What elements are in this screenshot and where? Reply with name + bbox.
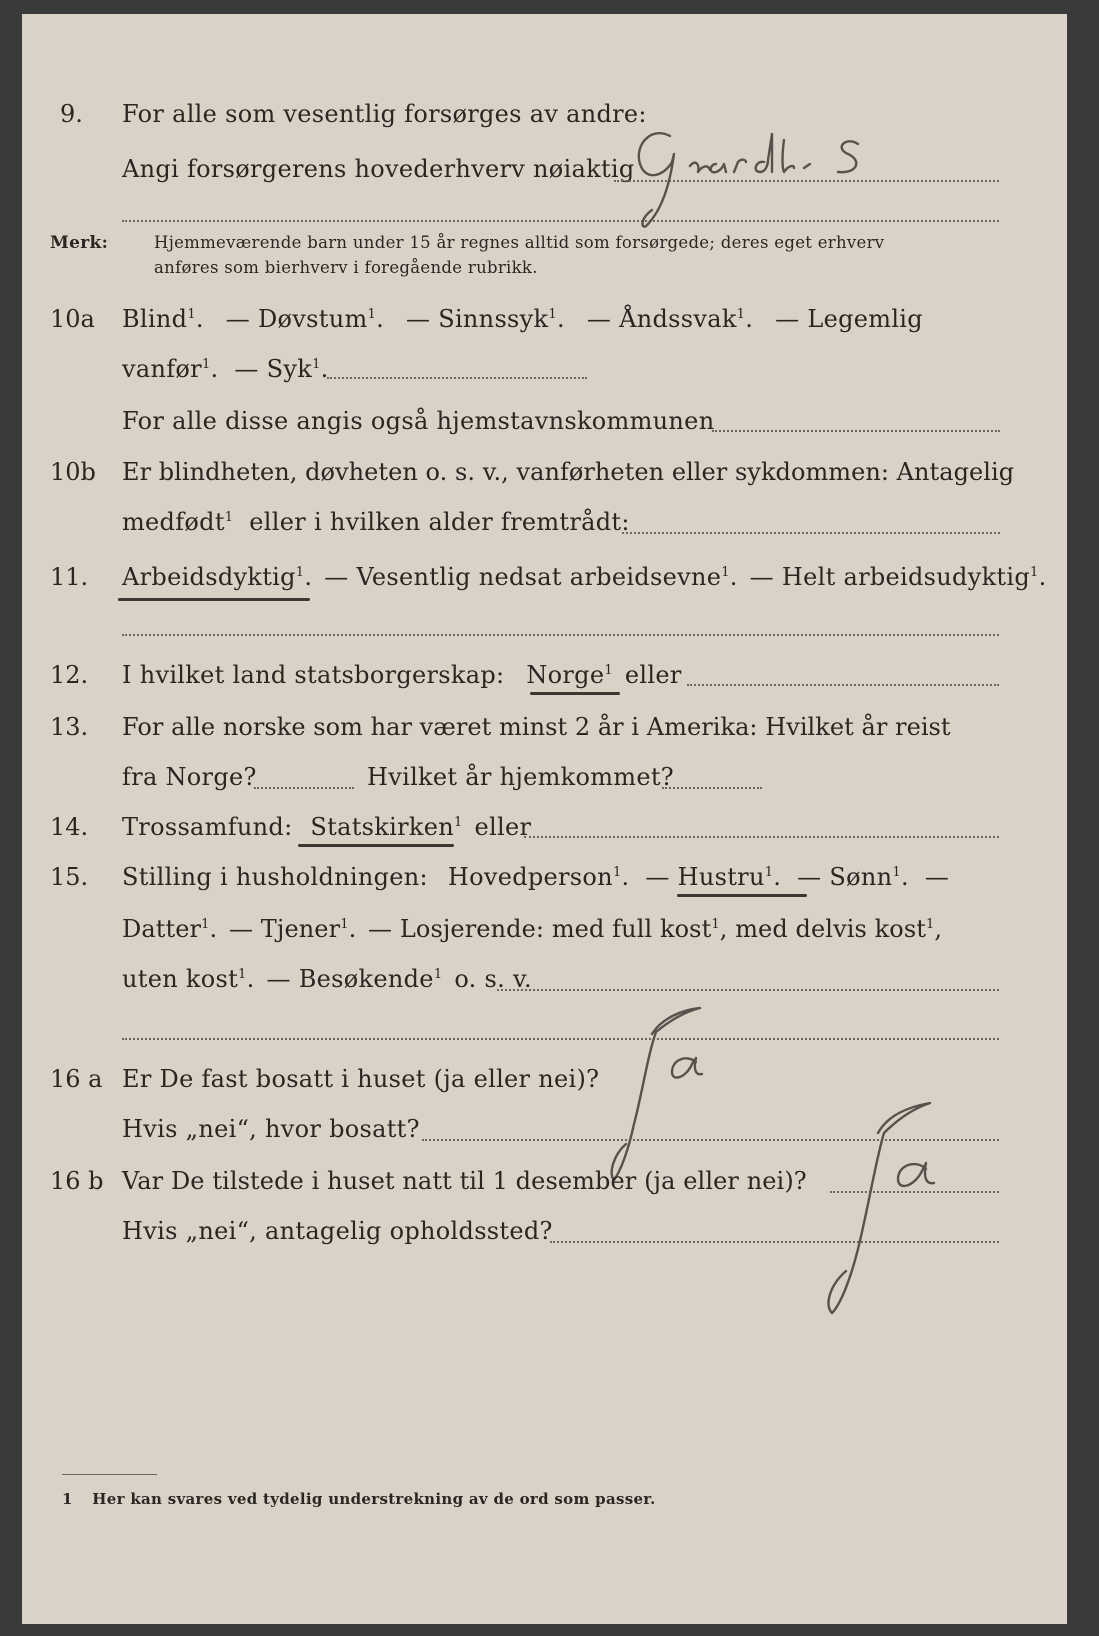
opt-medfodt[interactable]: medfødt$^1$ <box>122 508 234 536</box>
q10b-number: 10b <box>50 458 96 486</box>
opt-sinnssyk[interactable]: — Sinnssyk$^1$. <box>405 305 565 333</box>
q12-label: I hvilket land statsborgerskap: <box>122 661 505 689</box>
footnote <box>62 1484 656 1514</box>
opt-statskirken[interactable]: Statskirken$^1$ <box>310 813 463 841</box>
opt-syk[interactable]: — Syk$^1$. <box>234 355 329 383</box>
q9-handwritten-answer <box>612 114 912 244</box>
q16b-line-2: Hvis „nei“, antagelig opholdssted? <box>122 1217 553 1245</box>
q10a-line-1 <box>122 304 923 334</box>
q14-line <box>122 812 531 842</box>
q15-label: Stilling i husholdningen: <box>122 863 428 891</box>
q15-line-3 <box>122 964 532 994</box>
q16b-number: 16 b <box>50 1167 104 1195</box>
q10b-line-2 <box>122 507 630 537</box>
opt-blind[interactable]: Blind$^1$. <box>122 305 204 333</box>
opt-full-kost[interactable]: — Losjerende: med full kost$^1$ <box>368 915 720 943</box>
q16b-handwritten-answer <box>792 1099 992 1319</box>
q16a-line-1: Er De fast bosatt i huset (ja eller nei)? <box>122 1065 600 1093</box>
opt-vanfor[interactable]: vanfør$^1$. <box>122 355 219 383</box>
q10a-syk-answer-line[interactable] <box>327 377 587 379</box>
census-form-page <box>22 14 1067 1624</box>
q14-label: Trossamfund: <box>122 813 293 841</box>
opt-nedsat-arbeidsevne[interactable]: — Vesentlig nedsat arbeidsevne$^1$. <box>324 563 738 591</box>
q12-line <box>122 660 682 690</box>
q16a-handwritten-answer <box>592 1004 732 1184</box>
q9-number: 9. <box>60 100 83 128</box>
opt-delvis-kost[interactable]: , med delvis kost$^1$ <box>719 915 935 943</box>
q12-underline-norge <box>530 692 620 695</box>
q10a-hjemstavn-answer-line[interactable] <box>712 430 1000 432</box>
merk-line-1: Hjemmeværende barn under 15 år regnes alltid som forsørgede; deres eget erhverv <box>154 233 885 252</box>
merk-label: Merk: <box>50 233 109 253</box>
q10b-alder-label: eller i hvilken alder fremtrådt: <box>249 508 630 536</box>
q16a-number: 16 a <box>50 1065 103 1093</box>
opt-arbeidsdyktig[interactable]: Arbeidsdyktig$^1$. <box>122 563 313 591</box>
q11-answer-line[interactable] <box>122 634 999 636</box>
q16b-line-1: Var De tilstede i huset natt til 1 desember (ja eller nei)? <box>122 1167 807 1195</box>
opt-eller: eller <box>624 661 682 689</box>
opt-legemlig[interactable]: — Legemlig <box>775 305 923 333</box>
q15-line-1 <box>122 862 949 892</box>
opt-uten-kost[interactable]: uten kost$^1$. <box>122 965 255 993</box>
footnote-rule <box>62 1474 157 1475</box>
merk-line-2: anføres som bierhverv i foregående rubrikk. <box>154 258 538 277</box>
opt-dovstum[interactable]: — Døvstum$^1$. <box>225 305 385 333</box>
q12-number: 12. <box>50 661 89 689</box>
q11-number: 11. <box>50 563 89 591</box>
q10a-line-2 <box>122 354 329 384</box>
q13-number: 13. <box>50 713 89 741</box>
q15-underline-hustru <box>677 894 807 897</box>
footnote-mark: 1 <box>62 1490 73 1508</box>
opt-norge[interactable]: Norge$^1$ <box>526 661 613 689</box>
q15-answer-line[interactable] <box>497 989 999 991</box>
q11-underline-arbeidsdyktig <box>118 598 310 601</box>
footnote-text: Her kan svares ved tydelig understrekning av de ord som passer. <box>92 1490 656 1508</box>
opt-arbeidsudyktig[interactable]: — Helt arbeidsudyktig$^1$. <box>749 563 1047 591</box>
opt-datter[interactable]: Datter$^1$. <box>122 915 218 943</box>
q13-hjemkommet-label: Hvilket år hjemkommet? <box>367 763 674 791</box>
q10b-line-1: Er blindheten, døvheten o. s. v., vanførheten eller sykdommen: Antagelig <box>122 458 1015 486</box>
q15-answer-line-2[interactable] <box>122 1038 999 1040</box>
q14-number: 14. <box>50 813 89 841</box>
q16a-line-2: Hvis „nei“, hvor bosatt? <box>122 1115 420 1143</box>
q13-hjemkommet-answer-line[interactable] <box>662 787 762 789</box>
q13-reist-label: fra Norge? <box>122 763 257 791</box>
q9-subquestion: Angi forsørgerens hovederhverv nøiaktig <box>122 155 635 183</box>
q10b-answer-line[interactable] <box>622 532 1000 534</box>
q15-comma: , <box>934 915 943 943</box>
q14-eller: eller <box>474 813 532 841</box>
q9-question: For alle som vesentlig forsørges av andre: <box>122 100 647 128</box>
q15-number: 15. <box>50 863 89 891</box>
q14-underline-statskirken <box>298 844 454 847</box>
opt-hovedperson[interactable]: Hovedperson$^1$. <box>447 863 630 891</box>
q11-line <box>122 562 1047 592</box>
opt-tjener[interactable]: — Tjener$^1$. <box>228 915 357 943</box>
opt-hustru[interactable]: — Hustru$^1$. <box>645 863 782 891</box>
q14-answer-line[interactable] <box>524 836 999 838</box>
q15-line-2 <box>122 914 942 944</box>
q13-line-1: For alle norske som har været minst 2 år i Amerika: Hvilket år reist <box>122 713 951 741</box>
q10a-number: 10a <box>50 305 95 333</box>
q12-answer-line[interactable] <box>687 684 999 686</box>
opt-andssvak[interactable]: — Åndssvak$^1$. <box>586 305 754 333</box>
q15-dash: — <box>924 863 950 891</box>
q10a-line-3: For alle disse angis også hjemstavnskommunen <box>122 407 715 435</box>
opt-sonn[interactable]: — Sønn$^1$. <box>797 863 909 891</box>
q15-osv: o. s. v. <box>454 965 532 993</box>
opt-besokende[interactable]: — Besøkende$^1$ <box>266 965 443 993</box>
q13-reist-answer-line[interactable] <box>254 787 354 789</box>
